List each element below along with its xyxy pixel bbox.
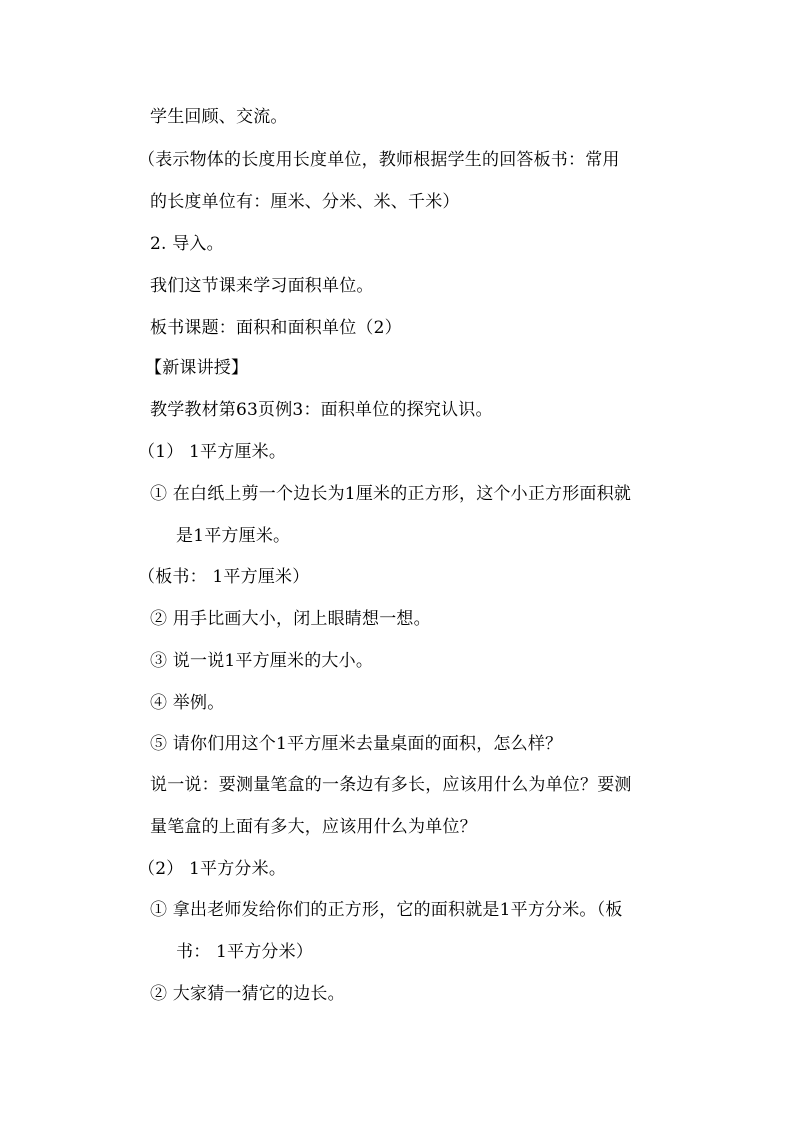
text-line-19: （2） 1平方分米。 (138, 859, 287, 879)
text-line-13: ② 用手比画大小，闭上眼睛想一想。 (150, 609, 431, 629)
text-line-6: 板书课题：面积和面积单位（2） (150, 318, 402, 338)
text-line-5: 我们这节课来学习面积单位。 (150, 276, 374, 296)
text-line-9: （1） 1平方厘米。 (138, 442, 287, 462)
text-line-21: 书： 1平方分米） (176, 942, 314, 962)
text-line-12: （板书： 1平方厘米） (138, 567, 310, 587)
text-line-10: ① 在白纸上剪一个边长为1厘米的正方形，这个小正方形面积就 (150, 484, 632, 504)
text-line-8: 教学教材第63页例3：面积单位的探究认识。 (150, 400, 493, 420)
text-line-18: 量笔盒的上面有多大，应该用什么为单位？ (150, 817, 477, 837)
text-line-14: ③ 说一说1平方厘米的大小。 (150, 651, 374, 671)
text-line-15: ④ 举例。 (150, 693, 225, 713)
text-line-11: 是1平方厘米。 (176, 526, 291, 546)
text-line-22: ② 大家猜一猜它的边长。 (150, 984, 345, 1004)
text-line-1: 学生回顾、交流。 (150, 107, 288, 127)
text-line-3: 的长度单位有：厘米、分米、米、千米） (150, 192, 460, 212)
text-line-4: 2. 导入。 (150, 234, 224, 254)
text-line-16: ⑤ 请你们用这个1平方厘米去量桌面的面积，怎么样？ (150, 734, 563, 754)
text-line-17: 说一说：要测量笔盒的一条边有多长，应该用什么为单位？要测 (150, 775, 632, 795)
text-line-20: ① 拿出老师发给你们的正方形，它的面积就是1平方分米。（板 (150, 900, 623, 920)
section-heading: 【新课讲授】 (145, 358, 249, 378)
text-line-2: （表示物体的长度用长度单位，教师根据学生的回答板书：常用 (138, 150, 620, 170)
